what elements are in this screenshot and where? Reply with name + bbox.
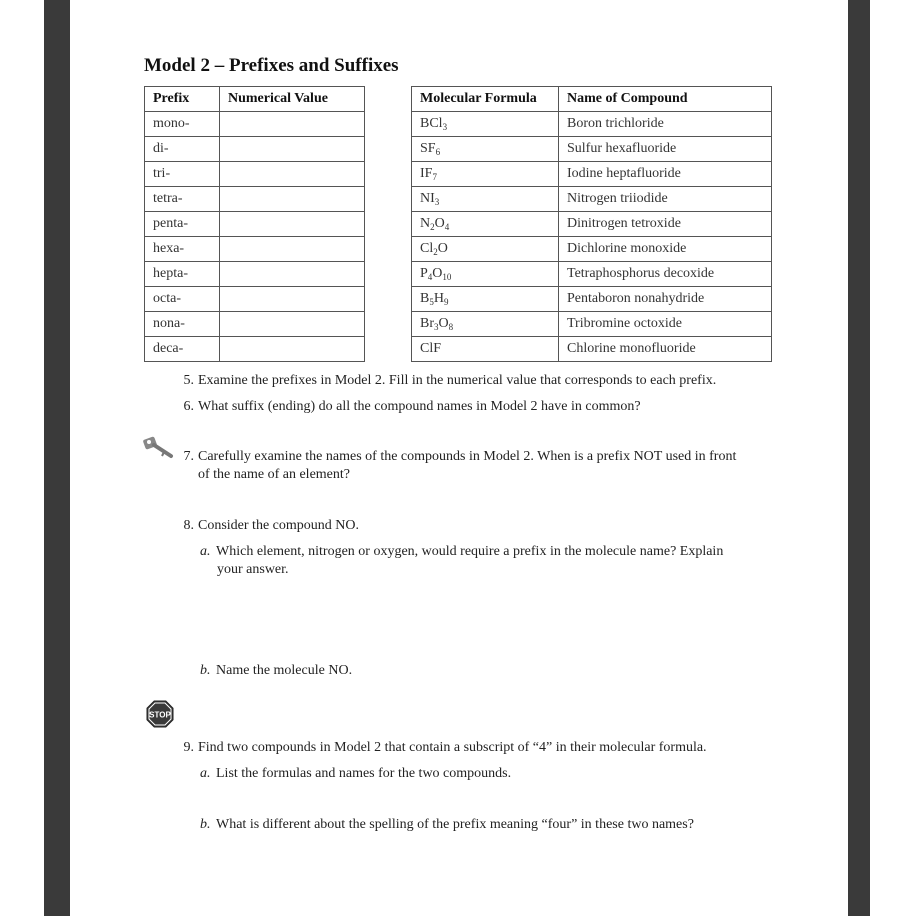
formula-subscript: 2 <box>433 247 438 257</box>
molecular-formula-cell <box>412 137 559 162</box>
compound-table-header-row <box>412 87 772 112</box>
question-9 <box>172 739 707 757</box>
prefix-cell: hexa- <box>145 237 220 262</box>
question-5 <box>172 372 716 390</box>
numerical-value-cell[interactable] <box>220 212 365 237</box>
table-row <box>145 162 365 187</box>
prefix-cell: nona- <box>145 312 220 337</box>
formula-symbol: O <box>438 316 449 331</box>
molecular-formula-cell <box>412 287 559 312</box>
table-row <box>412 262 772 287</box>
numerical-value-cell[interactable] <box>220 162 365 187</box>
formula-subscript: 2 <box>430 222 435 232</box>
question-7 <box>172 448 736 466</box>
sub-question-text: What is different about the spelling of the prefix meaning “four” in these two names? <box>216 817 694 832</box>
formula-subscript: 4 <box>427 272 433 282</box>
question-number: 8. <box>183 518 194 533</box>
table-row <box>412 187 772 212</box>
table-row <box>145 237 365 262</box>
prefix-cell: tri- <box>145 162 220 187</box>
formula-subscript: 10 <box>442 272 452 282</box>
table-row <box>145 287 365 312</box>
numerical-value-cell[interactable] <box>220 287 365 312</box>
formula-symbol: Br <box>420 316 434 331</box>
compound-name-cell: Iodine heptafluoride <box>559 162 772 187</box>
prefix-cell: deca- <box>145 337 220 362</box>
question-8a-line-2: your answer. <box>217 562 289 577</box>
table-row <box>145 187 365 212</box>
prefix-table <box>144 86 365 362</box>
formula-symbol: ClF <box>420 341 442 356</box>
formula-subscript: 8 <box>448 322 454 332</box>
question-text: Consider the compound NO. <box>198 518 359 533</box>
question-8 <box>172 517 359 535</box>
prefix-cell: tetra- <box>145 187 220 212</box>
table-row <box>412 287 772 312</box>
compound-name-cell: Tetraphosphorus decoxide <box>559 262 772 287</box>
table-row <box>145 137 365 162</box>
numerical-value-cell[interactable] <box>220 112 365 137</box>
formula-subscript: 3 <box>434 322 439 332</box>
stop-label: STOP <box>149 710 171 720</box>
molecular-formula-cell <box>412 237 559 262</box>
table-row <box>145 262 365 287</box>
key-icon <box>142 434 174 460</box>
stop-sign-icon <box>146 700 174 728</box>
question-text: Find two compounds in Model 2 that contain a subscript of “4” in their molecular formula. <box>198 740 707 755</box>
table-row <box>145 212 365 237</box>
formula-symbol: BCl <box>420 116 443 131</box>
compound-table <box>411 86 772 362</box>
question-text-line-1: Carefully examine the names of the compounds in Model 2. When is a prefix NOT used in front <box>198 449 737 464</box>
molecular-formula-cell <box>412 162 559 187</box>
compound-name-cell: Sulfur hexafluoride <box>559 137 772 162</box>
molecular-formula-cell <box>412 112 559 137</box>
formula-subscript: 9 <box>443 297 449 307</box>
sub-question-letter: b. <box>200 817 211 832</box>
compound-name-cell: Chlorine monofluoride <box>559 337 772 362</box>
prefix-table-header-row <box>145 87 365 112</box>
molecular-formula-cell <box>412 187 559 212</box>
compound-name-cell: Dichlorine monoxide <box>559 237 772 262</box>
sub-question-letter: b. <box>200 663 211 678</box>
prefix-header: Prefix <box>145 87 220 112</box>
question-number: 5. <box>183 373 194 388</box>
molecular-formula-cell <box>412 212 559 237</box>
formula-subscript: 3 <box>442 122 448 132</box>
question-number: 6. <box>183 399 194 414</box>
table-row <box>145 337 365 362</box>
formula-symbol: P <box>420 266 428 281</box>
table-row <box>412 137 772 162</box>
formula-symbol: IF <box>420 166 433 181</box>
question-8b <box>200 662 352 680</box>
formula-symbol: O <box>437 241 448 256</box>
question-8a <box>200 543 723 561</box>
sub-question-text: List the formulas and names for the two compounds. <box>216 766 512 781</box>
molecular-formula-cell <box>412 262 559 287</box>
numerical-value-header: Numerical Value <box>220 87 365 112</box>
formula-symbol: O <box>432 266 443 281</box>
numerical-value-cell[interactable] <box>220 137 365 162</box>
question-9a <box>200 765 511 783</box>
prefix-cell: penta- <box>145 212 220 237</box>
numerical-value-cell[interactable] <box>220 187 365 212</box>
table-row <box>412 212 772 237</box>
molecular-formula-cell <box>412 337 559 362</box>
prefix-cell: mono- <box>145 112 220 137</box>
molecular-formula-header: Molecular Formula <box>412 87 559 112</box>
formula-symbol: O <box>434 216 445 231</box>
prefix-cell: octa- <box>145 287 220 312</box>
numerical-value-cell[interactable] <box>220 262 365 287</box>
prefix-cell: di- <box>145 137 220 162</box>
question-7-line-2: of the name of an element? <box>198 467 350 482</box>
numerical-value-cell[interactable] <box>220 312 365 337</box>
formula-symbol: N <box>420 216 431 231</box>
table-row <box>412 237 772 262</box>
numerical-value-cell[interactable] <box>220 337 365 362</box>
prefix-cell: hepta- <box>145 262 220 287</box>
right-dark-border <box>848 0 870 916</box>
formula-subscript: 3 <box>434 197 440 207</box>
table-row <box>412 112 772 137</box>
question-text: Examine the prefixes in Model 2. Fill in the numerical value that corresponds to each prefix. <box>198 373 717 388</box>
compound-name-cell: Pentaboron nonahydride <box>559 287 772 312</box>
formula-symbol: SF <box>420 141 436 156</box>
formula-subscript: 4 <box>444 222 450 232</box>
formula-symbol: Cl <box>420 241 434 256</box>
table-row <box>412 162 772 187</box>
question-9b <box>200 816 694 834</box>
formula-symbol: B <box>420 291 430 306</box>
question-number: 7. <box>183 449 194 464</box>
formula-subscript: 5 <box>429 297 434 307</box>
sub-question-text: Name the molecule NO. <box>216 663 353 678</box>
page-title: Model 2 – Prefixes and Suffixes <box>144 55 399 76</box>
sub-question-text: Which element, nitrogen or oxygen, would require a prefix in the molecule name? Explain <box>216 544 724 559</box>
formula-symbol: H <box>433 291 444 306</box>
sub-question-letter: a. <box>200 766 211 781</box>
compound-name-cell: Dinitrogen tetroxide <box>559 212 772 237</box>
sub-question-letter: a. <box>200 544 211 559</box>
formula-subscript: 7 <box>432 172 437 182</box>
formula-subscript: 6 <box>435 147 441 157</box>
question-text: What suffix (ending) do all the compound names in Model 2 have in common? <box>198 399 641 414</box>
question-number: 9. <box>183 740 194 755</box>
compound-name-header: Name of Compound <box>559 87 772 112</box>
compound-name-cell: Tribromine octoxide <box>559 312 772 337</box>
compound-name-cell: Nitrogen triiodide <box>559 187 772 212</box>
formula-symbol: NI <box>420 191 435 206</box>
table-row <box>412 312 772 337</box>
compound-name-cell: Boron trichloride <box>559 112 772 137</box>
numerical-value-cell[interactable] <box>220 237 365 262</box>
table-row <box>412 337 772 362</box>
question-6 <box>172 398 641 416</box>
left-dark-border <box>44 0 70 916</box>
molecular-formula-cell <box>412 312 559 337</box>
table-row <box>145 112 365 137</box>
table-row <box>145 312 365 337</box>
